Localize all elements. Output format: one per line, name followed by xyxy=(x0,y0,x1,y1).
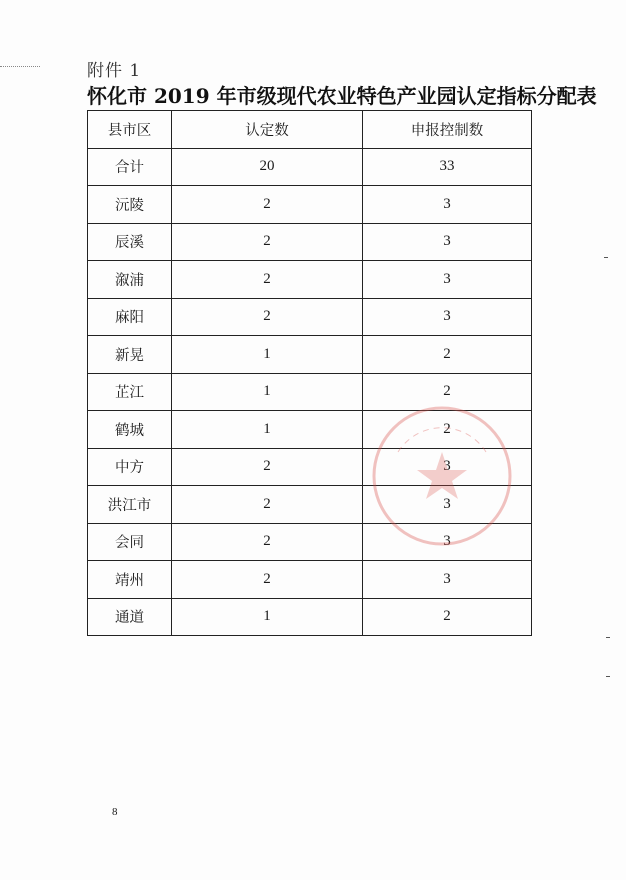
cell-approved: 2 xyxy=(172,223,363,261)
cell-approved: 2 xyxy=(172,523,363,561)
cell-area: 通道 xyxy=(88,598,172,636)
cell-approved: 1 xyxy=(172,373,363,411)
table-row xyxy=(88,223,532,261)
cell-area: 合计 xyxy=(88,148,172,186)
table-row xyxy=(88,261,532,299)
header-quota: 申报控制数 xyxy=(363,111,532,149)
scan-artifact-mark xyxy=(606,637,610,638)
cell-area: 靖州 xyxy=(88,561,172,599)
table-row xyxy=(88,598,532,636)
cell-area: 溆浦 xyxy=(88,261,172,299)
cell-quota: 3 xyxy=(363,486,532,524)
cell-approved: 1 xyxy=(172,598,363,636)
scan-artifact-dash xyxy=(0,66,40,67)
quota-table xyxy=(87,110,532,636)
page-title: 怀化市 2019 年市级现代农业特色产业园认定指标分配表 xyxy=(87,84,597,108)
cell-area: 鹤城 xyxy=(88,411,172,449)
cell-approved: 2 xyxy=(172,261,363,299)
cell-quota: 2 xyxy=(363,373,532,411)
table-row xyxy=(88,186,532,224)
cell-quota: 3 xyxy=(363,561,532,599)
cell-quota: 2 xyxy=(363,336,532,374)
cell-quota: 2 xyxy=(363,598,532,636)
table-row xyxy=(88,298,532,336)
attachment-label: 附件 1 xyxy=(87,61,142,81)
cell-quota: 3 xyxy=(363,186,532,224)
table-row xyxy=(88,336,532,374)
cell-area: 沅陵 xyxy=(88,186,172,224)
table-row xyxy=(88,561,532,599)
header-area: 县市区 xyxy=(88,111,172,149)
cell-area: 中方 xyxy=(88,448,172,486)
table-row xyxy=(88,373,532,411)
scan-artifact-mark xyxy=(604,257,608,258)
cell-approved: 2 xyxy=(172,486,363,524)
table-row xyxy=(88,448,532,486)
cell-quota: 3 xyxy=(363,448,532,486)
cell-quota: 3 xyxy=(363,223,532,261)
cell-approved: 2 xyxy=(172,186,363,224)
cell-area: 芷江 xyxy=(88,373,172,411)
table-row xyxy=(88,148,532,186)
cell-area: 会同 xyxy=(88,523,172,561)
cell-area: 麻阳 xyxy=(88,298,172,336)
cell-approved: 2 xyxy=(172,298,363,336)
cell-quota: 3 xyxy=(363,523,532,561)
cell-quota: 2 xyxy=(363,411,532,449)
cell-quota: 3 xyxy=(363,298,532,336)
cell-approved: 20 xyxy=(172,148,363,186)
cell-area: 新晃 xyxy=(88,336,172,374)
header-approved: 认定数 xyxy=(172,111,363,149)
cell-quota: 33 xyxy=(363,148,532,186)
table-row xyxy=(88,523,532,561)
page-number: 8 xyxy=(112,806,118,818)
cell-approved: 1 xyxy=(172,411,363,449)
cell-approved: 1 xyxy=(172,336,363,374)
cell-quota: 3 xyxy=(363,261,532,299)
table-row xyxy=(88,411,532,449)
cell-area: 辰溪 xyxy=(88,223,172,261)
cell-approved: 2 xyxy=(172,448,363,486)
cell-area: 洪江市 xyxy=(88,486,172,524)
table-row xyxy=(88,486,532,524)
cell-approved: 2 xyxy=(172,561,363,599)
table-header-row xyxy=(88,111,532,149)
scan-artifact-mark xyxy=(606,676,610,677)
